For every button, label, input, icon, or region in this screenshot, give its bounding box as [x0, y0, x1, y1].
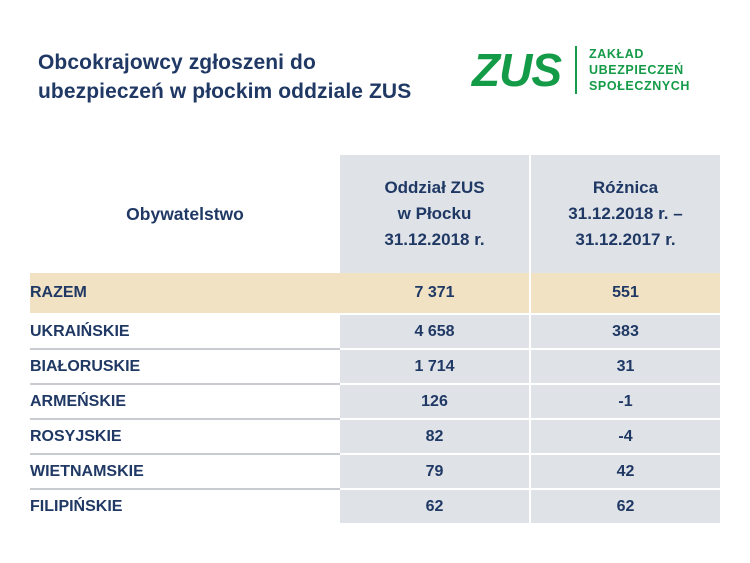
row-value-2: 62: [530, 489, 720, 523]
row-value-2: 383: [530, 314, 720, 349]
zus-logo: [472, 46, 690, 94]
column-header-value-1-line-1: Oddział ZUS: [384, 178, 485, 197]
row-label: ROSYJSKIE: [30, 419, 340, 454]
row-label: BIAŁORUSKIE: [30, 349, 340, 384]
zus-logo-line-1: ZAKŁAD: [589, 47, 644, 61]
row-value-1: 7 371: [340, 273, 530, 314]
row-value-2: 42: [530, 454, 720, 489]
row-label: UKRAIŃSKIE: [30, 314, 340, 349]
table-row: [30, 454, 720, 489]
row-value-2: -4: [530, 419, 720, 454]
row-value-1: 82: [340, 419, 530, 454]
column-header-value-2-line-3: 31.12.2017 r.: [575, 230, 676, 249]
row-label: FILIPIŃSKIE: [30, 489, 340, 523]
column-header-value-1: [340, 155, 530, 273]
zus-logo-mark: ZUS: [472, 44, 561, 96]
row-value-1: 1 714: [340, 349, 530, 384]
header: [38, 40, 718, 140]
table-header-row: [30, 155, 720, 273]
row-value-1: 126: [340, 384, 530, 419]
zus-logo-line-2: UBEZPIECZEŃ: [589, 63, 684, 77]
column-header-value-2-line-1: Różnica: [592, 178, 659, 197]
table-row: [30, 314, 720, 349]
table-row: [30, 489, 720, 523]
row-label: WIETNAMSKIE: [30, 454, 340, 489]
column-header-category: Obywatelstwo: [30, 155, 340, 273]
table-row: [30, 384, 720, 419]
table-row: [30, 349, 720, 384]
column-header-value-1-line-2: w Płocku: [397, 204, 472, 223]
zus-logo-line-3: SPOŁECZNYCH: [589, 79, 691, 93]
page-title: Obcokrajowcy zgłoszeni do ubezpieczeń w płockim oddziale ZUS: [38, 51, 412, 103]
row-value-1: 79: [340, 454, 530, 489]
column-header-value-2: [530, 155, 720, 273]
row-value-2: 551: [530, 273, 720, 314]
row-value-2: -1: [530, 384, 720, 419]
data-table: [30, 155, 720, 523]
row-label: ARMEŃSKIE: [30, 384, 340, 419]
row-value-1: 62: [340, 489, 530, 523]
logo-divider: [575, 46, 577, 94]
row-value-1: 4 658: [340, 314, 530, 349]
table-row: [30, 273, 720, 314]
row-label: RAZEM: [30, 273, 340, 314]
zus-logo-text: [589, 46, 690, 94]
row-value-2: 31: [530, 349, 720, 384]
column-header-value-2-line-2: 31.12.2018 r. –: [568, 204, 683, 223]
column-header-value-1-line-3: 31.12.2018 r.: [384, 230, 485, 249]
table-row: [30, 419, 720, 454]
